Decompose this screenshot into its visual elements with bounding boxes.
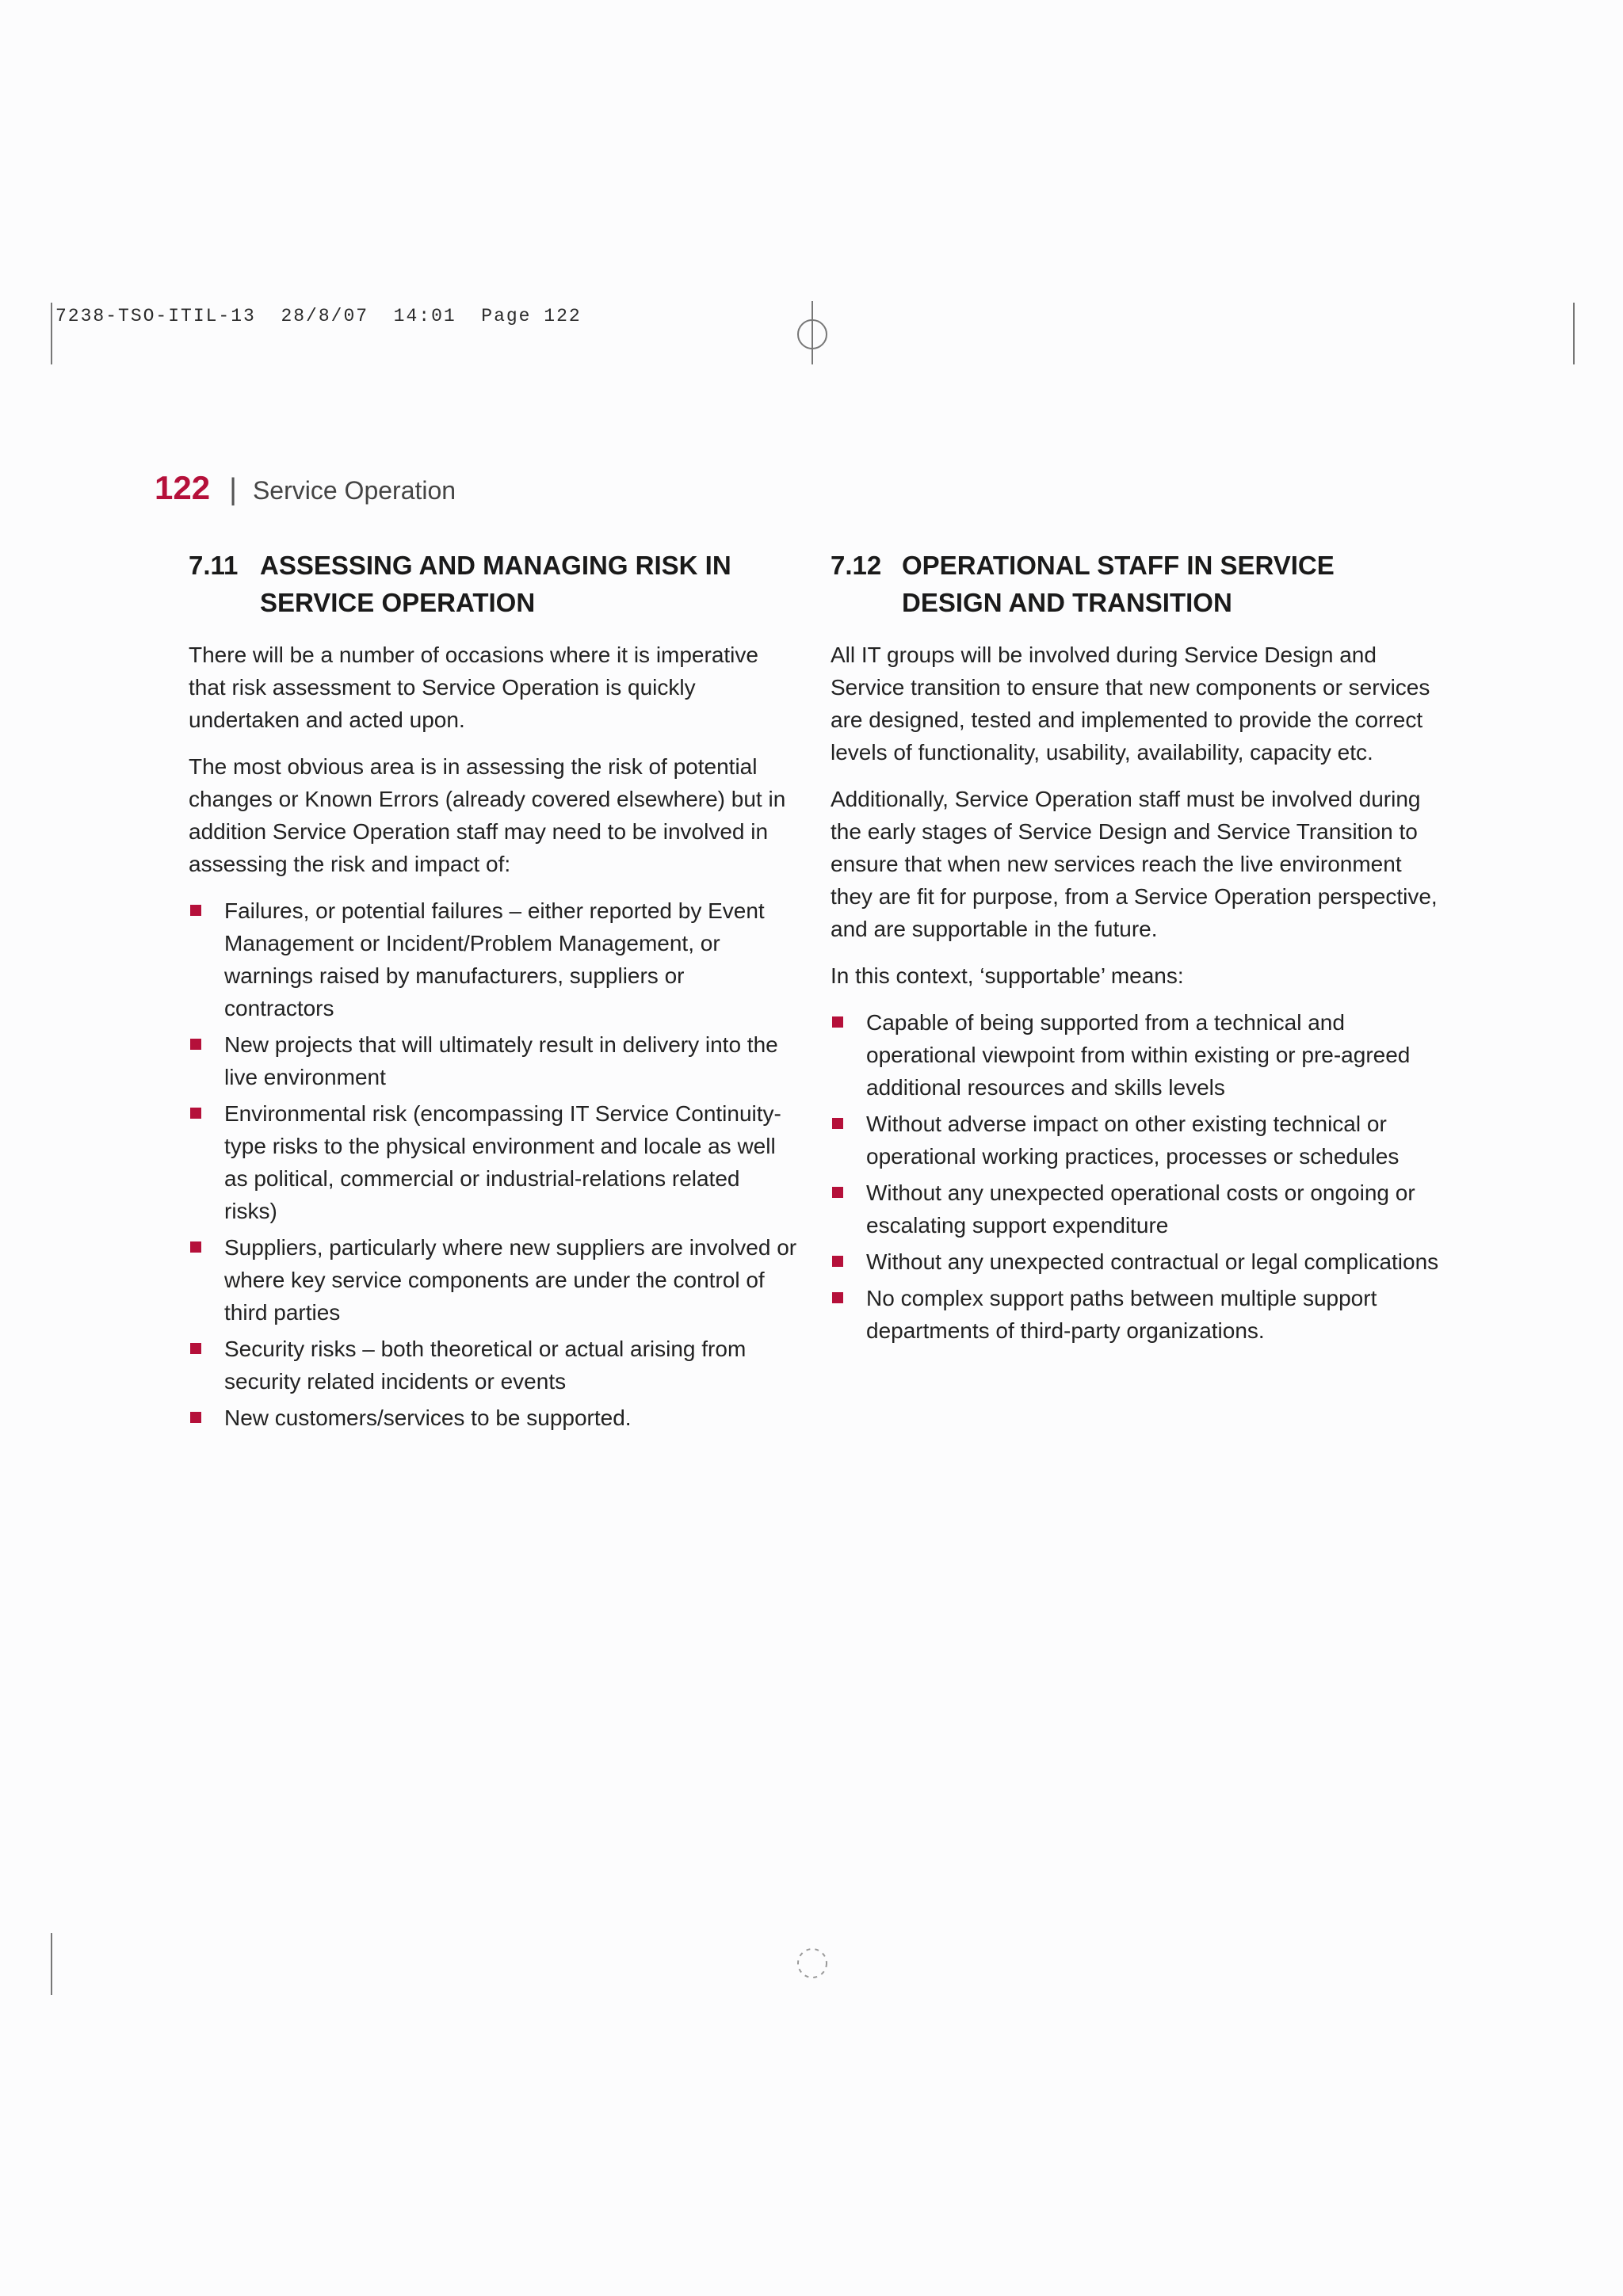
running-head (155, 469, 456, 507)
list-item (831, 1177, 1441, 1241)
crop-mark-bottom-left (51, 1933, 52, 1995)
bullet-square-icon (190, 1241, 201, 1253)
bullet-square-icon (832, 1187, 843, 1198)
list-item (189, 1097, 799, 1227)
bullet-square-icon (832, 1292, 843, 1303)
bullet-square-icon (832, 1118, 843, 1129)
paragraph: In this context, ‘supportable’ means: (831, 963, 1184, 988)
list-item (189, 1231, 799, 1329)
section-title: ASSESSING AND MANAGING RISK IN SERVICE OPERATION (260, 551, 731, 617)
registration-mark-top-icon (792, 301, 832, 364)
list-item-text: Failures, or potential failures – either reported by Event Management or Incident/Problem Management, or warnings raised by manufacturers, suppliers or contractors (224, 898, 765, 1020)
registration-mark-bottom-icon (794, 1945, 831, 1981)
right-column (831, 547, 1441, 1351)
list-item-text: No complex support paths between multiple support departments of third-party organizations. (866, 1286, 1377, 1343)
list-item-text: New projects that will ultimately result in delivery into the live environment (224, 1032, 778, 1089)
section-heading-7-11 (189, 547, 799, 621)
paragraph: Additionally, Service Operation staff must be involved during the early stages of Service Design and Service Transition to ensure that when new services reach the live environment they are fit for purpose, from a Service Operation perspective, and are supportable in the future. (831, 787, 1438, 941)
section-heading-7-12 (831, 547, 1441, 621)
section-title: OPERATIONAL STAFF IN SERVICE DESIGN AND TRANSITION (902, 551, 1335, 617)
section-number: 7.11 (189, 551, 239, 580)
list-item (831, 1006, 1441, 1104)
list-item-text: Security risks – both theoretical or actual arising from security related incidents or events (224, 1337, 747, 1394)
list-item (189, 1402, 799, 1434)
paragraph: All IT groups will be involved during Service Design and Service transition to ensure that new components or services are designed, tested and implemented to provide the correct levels of functionality, usability, availability, capacity etc. (831, 643, 1430, 765)
paragraph: There will be a number of occasions where it is imperative that risk assessment to Service Operation is quickly undertaken and acted upon. (189, 643, 758, 732)
bullet-square-icon (190, 1039, 201, 1050)
list-item-text: Without any unexpected operational costs or ongoing or escalating support expenditure (866, 1180, 1415, 1238)
bullet-square-icon (190, 1343, 201, 1354)
supportable-bullet-list (831, 1006, 1441, 1347)
list-item (189, 1333, 799, 1398)
running-head-separator: | (229, 473, 237, 506)
list-item-text: Environmental risk (encompassing IT Service Continuity-type risks to the physical environment and locale as well as political, commercial or industrial-relations related risks) (224, 1101, 781, 1223)
left-column (189, 547, 799, 1438)
bullet-square-icon (190, 1412, 201, 1423)
crop-mark-top-left (51, 303, 52, 364)
list-item (189, 1028, 799, 1093)
list-item (831, 1245, 1441, 1278)
list-item (831, 1282, 1441, 1347)
list-item-text: Capable of being supported from a technical and operational viewpoint from within existing or pre-agreed additional resources and skills levels (866, 1010, 1411, 1100)
section-number: 7.12 (831, 551, 882, 580)
crop-mark-top-right (1573, 303, 1575, 364)
paragraph: The most obvious area is in assessing the risk of potential changes or Known Errors (already covered elsewhere) but in addition Service Operation staff may need to be involved in assessing the risk and impact of: (189, 754, 786, 876)
running-head-title: Service Operation (252, 476, 456, 505)
list-item (831, 1108, 1441, 1173)
list-item-text: Suppliers, particularly where new suppliers are involved or where key service components are under the control of third parties (224, 1235, 797, 1325)
risk-bullet-list (189, 894, 799, 1434)
page-number: 122 (155, 469, 211, 506)
list-item-text: New customers/services to be supported. (224, 1405, 632, 1430)
bullet-square-icon (190, 905, 201, 916)
bullet-square-icon (832, 1256, 843, 1267)
list-item-text: Without any unexpected contractual or legal complications (866, 1249, 1439, 1274)
bullet-square-icon (190, 1108, 201, 1119)
printer-slug: 7238-TSO-ITIL-13 28/8/07 14:01 Page 122 (55, 306, 582, 326)
bullet-square-icon (832, 1016, 843, 1028)
list-item (189, 894, 799, 1024)
list-item-text: Without adverse impact on other existing technical or operational working practices, processes or schedules (866, 1112, 1400, 1169)
